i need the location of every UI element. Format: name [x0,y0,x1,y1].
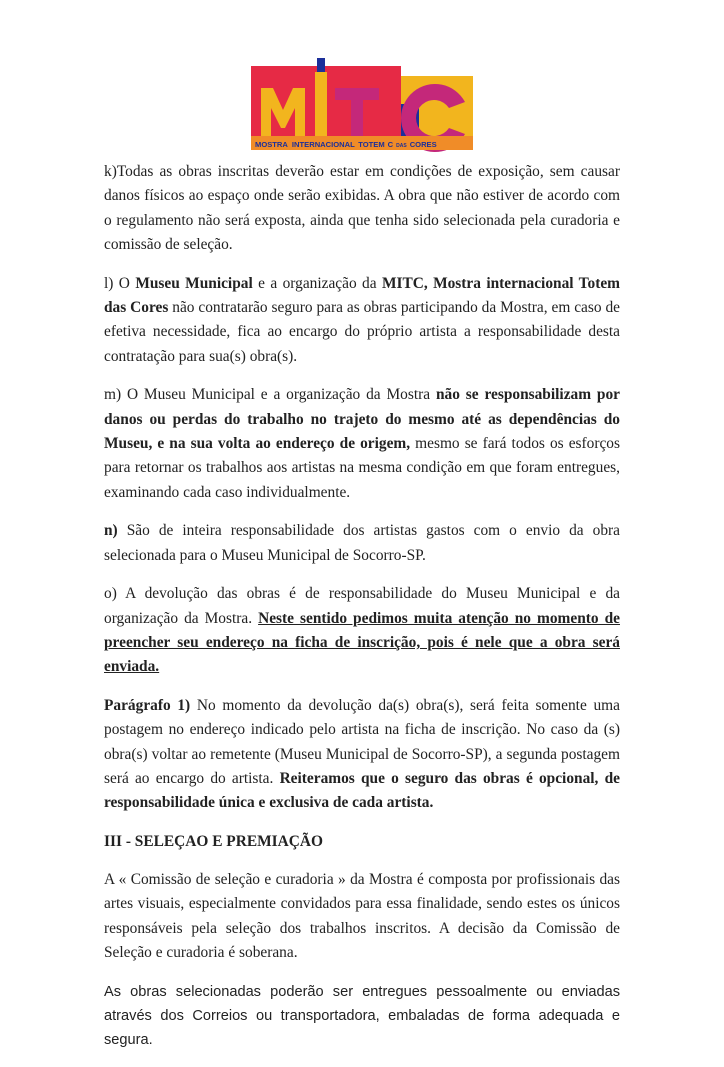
bold-text: Museu Municipal [135,274,253,292]
text: As obras selecionadas poderão ser entregues pessoalmente ou enviadas através dos Correios ou transportadora, embaladas de forma adequada e segura. [104,983,620,1049]
paragraph-l [104,272,620,369]
bold-text: não se responsabilizam por danos ou perdas do trabalho no trajeto do mesmo até as dependências do Museu, e na sua volta ao endereço de origem, [104,386,620,452]
paragraph-o [104,582,620,679]
bold-text: MITC, Mostra internacional Totem das Cores [104,274,620,316]
paragraph-obras-selecionadas [104,980,620,1053]
text: l) O [104,274,136,292]
text: não contratarão seguro para as obras participando da Mostra, em caso de efetiva necessidade, fica ao encargo do próprio artista a responsabilidade desta contratação para sua(s) obra(s). [104,298,620,365]
paragraph-paragrafo-1 [104,694,620,815]
text: e a organização da [252,274,382,292]
section-heading: III - SELEÇAO E PREMIAÇÃO [104,833,323,851]
paragraph-m [104,383,620,504]
paragraph-k-text: k)Todas as obras inscritas deverão estar em condições de exposição, sem causar danos físicos ao espaço onde serão exibidas. A obra que não estiver de acordo com o regulamento não será exposta, ainda que tenha sido selecionada pela curadoria e comissão de seleção. [104,163,620,253]
svg-text:MOSTRAINTERNACIONALTOTEMCDASCO: MOSTRA INTERNACIONAL TOTEM C DAS CORES [255,140,437,149]
mitc-logo [251,58,477,158]
text: A « Comissão de seleção e curadoria » da Mostra é composta por profissionais das artes visuais, especialmente convidados para essa finalidade, sendo estes os únicos responsáveis pela seleção dos trabalhos inscritos. A decisão da Comissão de Seleção e curadoria é soberana. [104,871,620,962]
bold-text: Reiteramos que o seguro das obras é opcional, de responsabilidade única e exclusiva de cada artista. [104,770,620,812]
text: No momento da devolução da(s) obra(s), será feita somente uma postagem no endereço indicado pelo artista na ficha de inscrição. No caso da (s) obra(s) voltar ao remetente (Museu Municipal de Socorro-SP), a segunda postagem será ao encargo do artista. [104,697,620,788]
bold-text: Parágrafo 1) [104,697,191,715]
text: mesmo se fará todos os esforços para retornar os trabalhos aos artistas na mesma condição em que foram entregues, examinando cada caso individualmente. [104,434,620,501]
text: São de inteira responsabilidade dos artistas gastos com o envio da obra selecionada para o Museu Municipal de Socorro-SP. [104,522,620,564]
paragraph-comissao [104,868,620,965]
bold-text: n) [104,522,118,540]
document-content [104,160,620,1067]
paragraph-n [104,519,620,568]
paragraph-k [104,160,620,257]
bold-underlined-text: Neste sentido pedimos muita atenção no momento de preencher seu endereço na ficha de inscrição, pois é nele que a obra será enviada. [104,609,620,676]
text: o) A devolução das obras é de responsabilidade do Museu Municipal e da organização da Mostra. [104,585,620,627]
text: m) O Museu Municipal e a organização da Mostra [104,386,436,404]
